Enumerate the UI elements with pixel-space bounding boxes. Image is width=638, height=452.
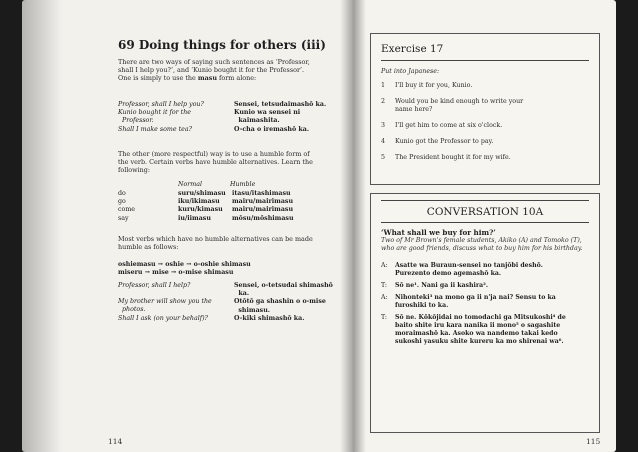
conversation-title-rule	[381, 222, 589, 223]
section-title: 69 Doing things for others (iii)	[118, 38, 326, 52]
page-number-left: 114	[108, 437, 123, 446]
conversation-intro: Two of Mr Brown's female students, Akiko (A) and Tomoko (T), who are good friends, discuss what to buy him for his birthday.	[381, 237, 583, 252]
third-paragraph: Most verbs which have no humble alternatives can be made humble as follows:	[118, 235, 313, 252]
left-page	[22, 0, 354, 452]
examples2-english: Professor, shall I help? My brother will show you the photos. Shall I ask (on your behalf)?	[118, 282, 212, 322]
examples-english: Professor, shall I help you? Kunio bought it for the Professor. Shall I make some tea?	[118, 101, 204, 133]
examples2-japanese: Sensei, o-tetsudai shimashō ka. Otōtō ga shashin o o-mise shimasu. O-kiki shimashō ka.	[234, 282, 333, 322]
verb-table-normal: suru/shimasu iku/ikimasu kuru/kimasu iu/iimasu	[178, 190, 226, 222]
exercise-box: Exercise 17 Put into Japanese: 1 I'll buy it for you, Kunio. 2 Would you be kind enough to write your name here? 3 I'll get him to come at six o'clock. 4 Kunio got the Professor to pay. 5 The President bought it for my wife.	[370, 33, 600, 185]
page-number-right: 115	[586, 437, 601, 446]
conversation-top-rule	[381, 200, 589, 201]
page-edge-shadow	[22, 0, 62, 452]
examples-japanese: Sensei, tetsudaimashō ka. Kunio wa sensei ni kaimashita. O-cha o iremashō ka.	[234, 101, 327, 133]
exercise-instruction: Put into Japanese:	[381, 68, 440, 75]
table-head-humble: Humble	[230, 181, 256, 188]
conversation-question: ‘What shall we buy for him?’	[381, 228, 496, 237]
intro-paragraph: There are two ways of saying such sentences as ‘Professor, shall I help you?’, and ‘Kunio bought it for the Professor’. One is simply to use the masu form alone:	[118, 58, 328, 83]
conversation-title: CONVERSATION 10A	[426, 206, 544, 218]
table-head-normal: Normal	[178, 181, 203, 188]
verb-table-humble: itasu/itashimasu mairu/mairimasu mairu/mairimasu mōsu/mōshimasu	[232, 190, 294, 222]
exercise-title-rule	[381, 60, 589, 61]
conversation-box: CONVERSATION 10A ‘What shall we buy for him?’ Two of Mr Brown's female students, Akiko (A) and Tomoko (T), who are good friends, discuss what to buy him for his birthday. A: Asatte wa Buraun-sensei no tanjōbi deshō. Purezento demo agemashō ka. T: Sō ne¹. Nani ga ii kashira². A: Nihonteki³ na mono ga ii n'ja nai? Sensu to ka furoshiki to ka. T: Sō ne. Kōkōjidai no tomodachi ga Mitsukoshi⁴ de baito shite iru kara nanika ii mono⁵ o sagashite moraimashō ka. Asoko wa nandemo takai kedo sukoshi yasuku shite kureru ka mo shirenai wa⁶.	[370, 193, 600, 433]
intro-line-3: One is simply to use the masu form alone:	[118, 74, 257, 83]
derivation-list: oshiemasu → oshie → o-oshie shimasu miseru → mise → o-mise shimasu	[118, 261, 251, 277]
exercise-title: Exercise 17	[381, 43, 444, 55]
verb-table-english: do go come say	[118, 190, 136, 222]
right-page	[352, 0, 616, 452]
second-paragraph: The other (more respectful) way is to use a humble form of the verb. Certain verbs have humble alternatives. Learn the following:	[118, 150, 313, 175]
